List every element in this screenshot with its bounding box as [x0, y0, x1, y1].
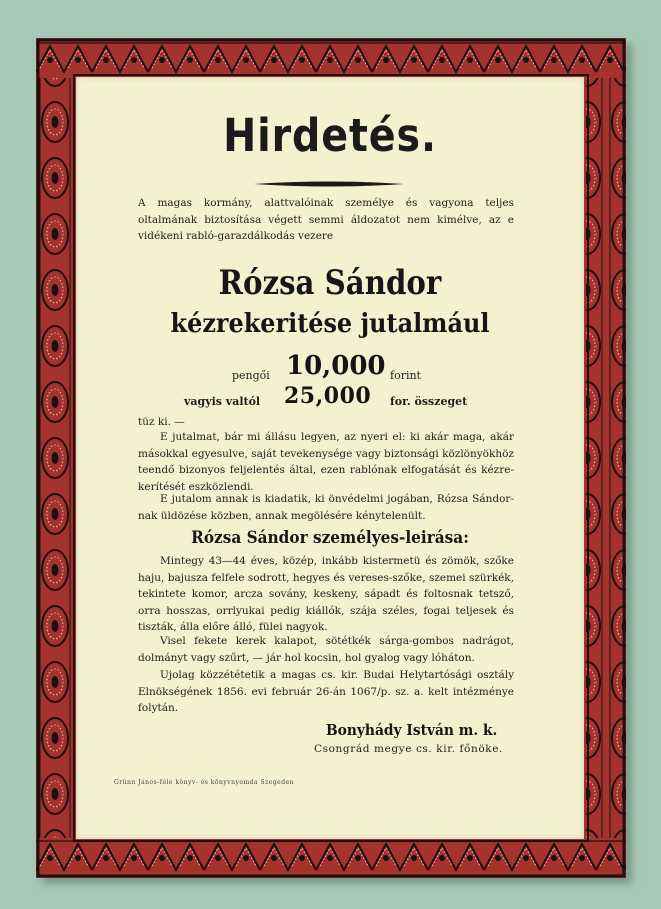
physical-description: Mintegy 43—44 éves, közép, inkább kistermetü és zömök, szőke haju, bajusza felfele sodrott, hegyes és vereses-szőke, szemei szürkék, tekintete komor, arcza sovány, keskeny, sápadt és foltosnak tetsző, orra hosszas, orrlyukai pedig kiállók, szája széles, fogai teljesek és tiszták, álla előre álló, fülei nagyok.	[138, 555, 514, 633]
publication-note: Ujolag közzététetik a magas cs. kir. Budai Helytartósági osztály Elnökségének 1856. evi február 26-án 1067/p. sz. a. kelt intézménye folytán.	[138, 669, 514, 714]
pengoi-label: pengői	[232, 369, 270, 382]
wanted-name: Rózsa Sándor	[218, 263, 442, 303]
intro-paragraph: A magas kormány, alattvalóinak személye és vagyona teljes oltalmának biztosítása végett semmi áldozatot nem kimélve, az e vidékeni rabló-garazdálkodás vezere	[138, 197, 514, 242]
forint-label: forint	[390, 369, 421, 382]
title-ornament	[254, 179, 404, 189]
description-heading: Rózsa Sándor személyes-leirása:	[191, 528, 469, 548]
reward-subtitle: kézrekeritése jutalmául	[170, 309, 490, 339]
poster-paper	[76, 77, 584, 839]
amount-valto: 25,000	[284, 383, 372, 409]
reward-conditions: E jutalmat, bár mi állásu legyen, az nyeri el: ki akár maga, akár másokkal egyesulve, saját tevekenysége vagy biztonsági közlönyökhöz teendő bizonyos feljelentés által, ezen rablónak elfogatását és kézre-kerítését eszközlendi.	[138, 431, 514, 493]
signature: Bonyhády István m. k.	[326, 721, 498, 739]
signature-role: Csongrád megye cs. kir. főnöke.	[314, 743, 503, 755]
tuz-text: tüz ki. —	[138, 416, 185, 428]
osszeget-label: for. összeget	[390, 395, 468, 408]
clothing-description: Visel fekete kerek kalapot, sötétkék sárga-gombos nadrágot, dolmányt vagy szűrt, — jár hol kocsin, hol gyalog vagy lóháton.	[138, 635, 514, 664]
vagyis-label: vagyis valtól	[184, 395, 261, 408]
poster-title: Hirdetés.	[223, 109, 437, 162]
printer-line: Grünn János-féle könyv- és könyvnyomda Szegeden	[114, 779, 294, 786]
reward-self-defense: E jutalom annak is kiadatik, ki önvédelmi jogában, Rózsa Sándor-nak üldözése közben, annak megölésére kénytelenült.	[138, 493, 514, 522]
amount-pengo: 10,000	[286, 351, 386, 381]
